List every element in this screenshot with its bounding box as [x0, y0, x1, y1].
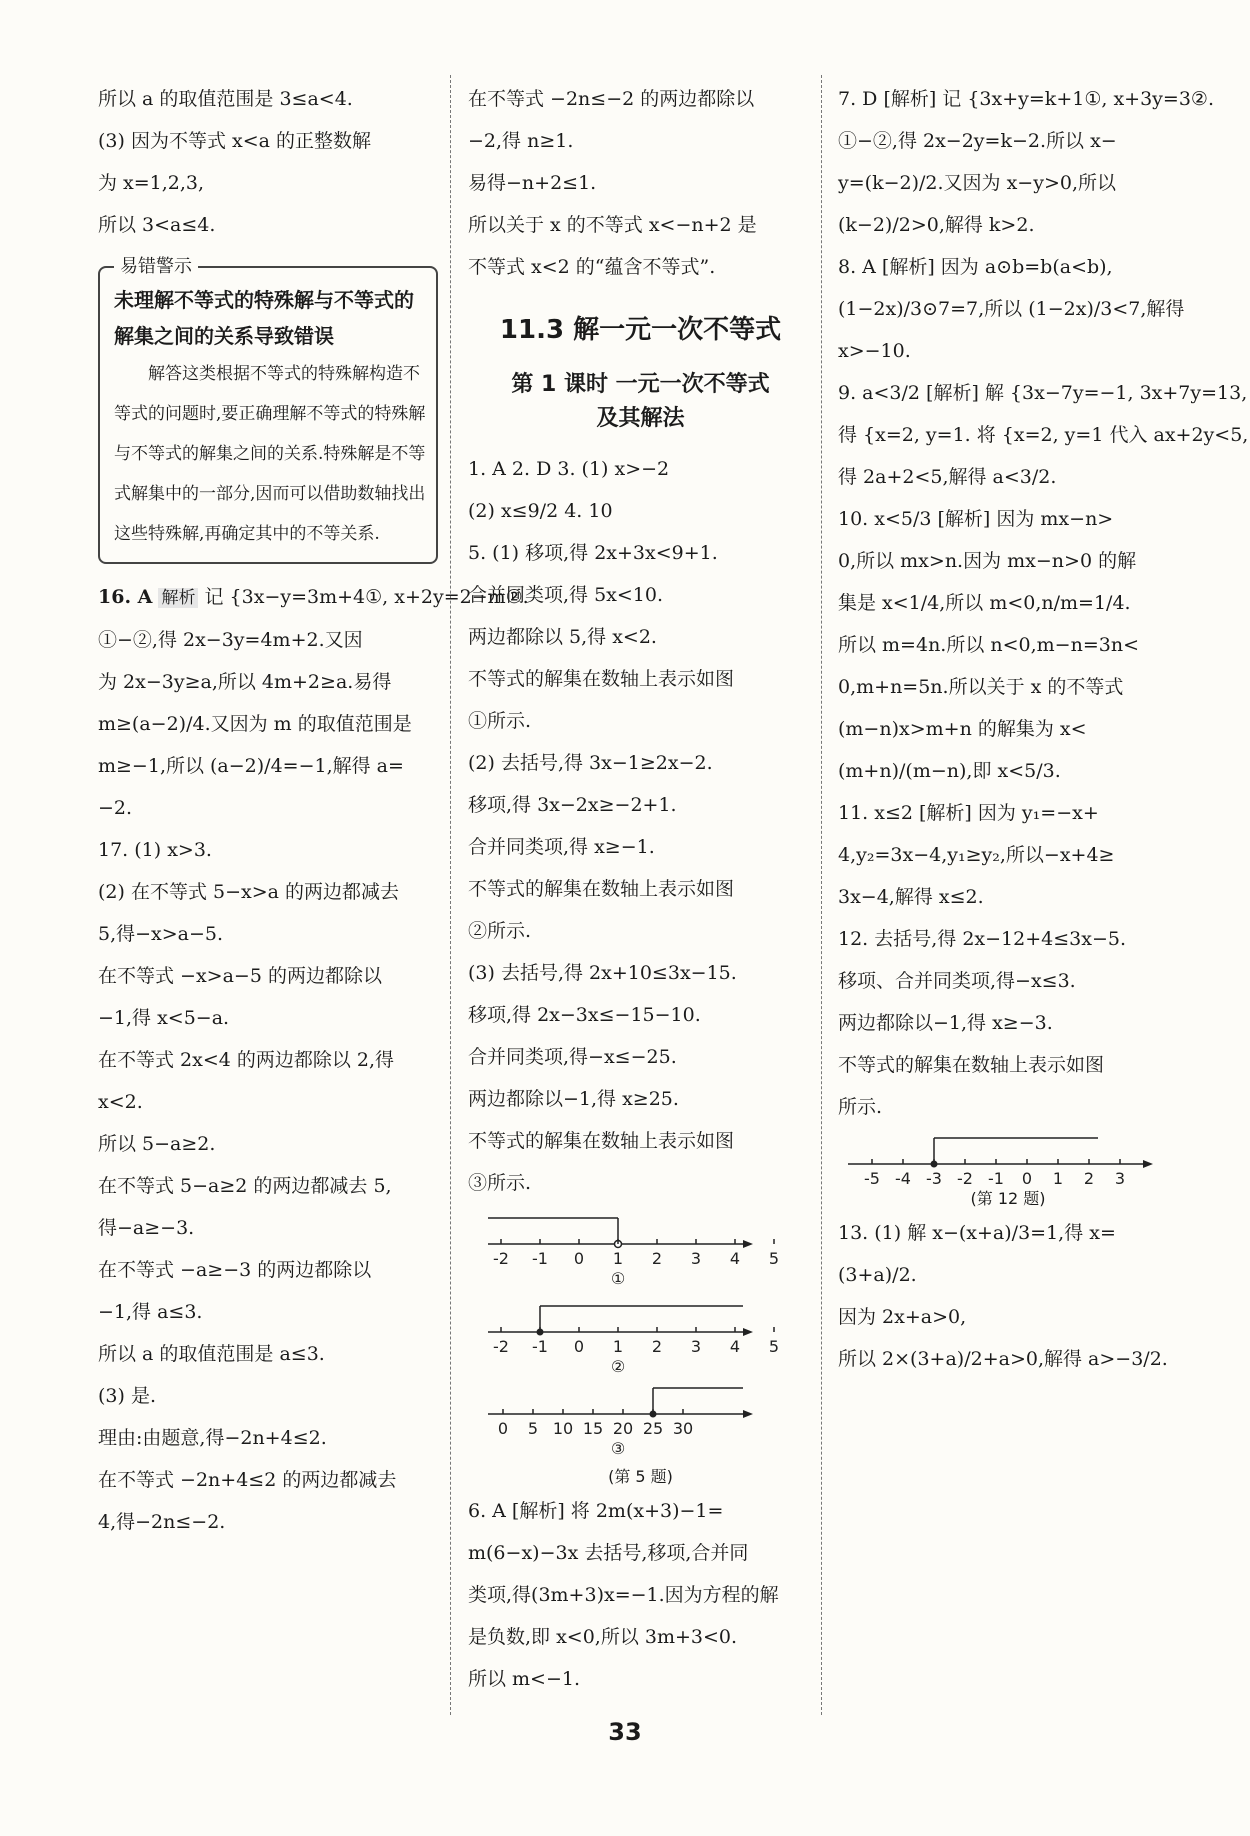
- text-line: 得 {x=2, y=1. 将 {x=2, y=1 代入 ax+2y<5,: [838, 424, 1249, 446]
- tick-label: 25: [642, 1419, 664, 1438]
- analysis-label: 解析: [158, 588, 198, 608]
- text-line: 在不等式 −2n+4≤2 的两边都减去: [98, 1469, 397, 1491]
- tick-label: 20: [612, 1419, 634, 1438]
- column-3: [838, 78, 1249, 1380]
- tick-label: 5: [768, 1249, 780, 1268]
- lesson-title-line-1: 第 1 课时 一元一次不等式: [511, 372, 770, 397]
- text-line: x<2.: [98, 1091, 143, 1113]
- column-divider-1: [450, 75, 451, 1715]
- text-line: 不等式的解集在数轴上表示如图: [468, 1130, 735, 1152]
- text-line: 5,得−x>a−5.: [98, 923, 224, 945]
- text-line: ①−②,得 2x−3y=4m+2.又因: [98, 629, 363, 651]
- text-line: 所以 2×(3+a)/2+a>0,解得 a>−3/2.: [838, 1348, 1168, 1370]
- text-line: ①所示.: [468, 710, 532, 732]
- tick-label: -3: [926, 1169, 942, 1188]
- lesson-title: [468, 368, 813, 436]
- page-number: 33: [608, 1718, 642, 1746]
- tick-label: 2: [651, 1337, 663, 1356]
- text-line: 两边都除以−1,得 x≥−3.: [838, 1012, 1053, 1034]
- tick-label: 3: [690, 1249, 702, 1268]
- text-line: 11. x≤2 [解析] 因为 y₁=−x+: [838, 802, 1099, 824]
- text-line: 4,y₂=3x−4,y₁≥y₂,所以−x+4≥: [838, 844, 1115, 866]
- text-line: 不等式的解集在数轴上表示如图: [468, 878, 735, 900]
- text-line: (2) 在不等式 5−x>a 的两边都减去: [98, 881, 400, 903]
- text-line: 为 2x−3y≥a,所以 4m+2≥a.易得: [98, 671, 392, 693]
- text-line: 10. x<5/3 [解析] 因为 mx−n>: [838, 508, 1114, 530]
- tick-label: 5: [768, 1337, 780, 1356]
- warning-title: 未理解不等式的特殊解与不等式的解集之间的关系导致错误: [114, 288, 414, 348]
- tick-label: 2: [1083, 1169, 1095, 1188]
- tick-label: -1: [532, 1337, 548, 1356]
- text-line: 集是 x<1/4,所以 m<0,n/m=1/4.: [838, 592, 1131, 614]
- tick-label: 4: [729, 1249, 741, 1268]
- tick-label: -1: [532, 1249, 548, 1268]
- tick-label: 1: [612, 1337, 624, 1356]
- text-line: 因为 2x+a>0,: [838, 1306, 967, 1328]
- text-line: 所以 m<−1.: [468, 1668, 581, 1690]
- text-line: y=(k−2)/2.又因为 x−y>0,所以: [838, 172, 1116, 194]
- number-line-figures: [468, 1204, 780, 1464]
- text-line: m(6−x)−3x 去括号,移项,合并同: [468, 1542, 749, 1564]
- text-line: 得−a≥−3.: [98, 1217, 195, 1239]
- tick-label: 10: [552, 1419, 574, 1438]
- text-line: −1,得 x<5−a.: [98, 1007, 230, 1029]
- tick-label: -2: [493, 1337, 509, 1356]
- text-line: 所以 a 的取值范围是 a≤3.: [98, 1343, 325, 1365]
- text-line: 0,所以 mx>n.因为 mx−n>0 的解: [838, 550, 1137, 572]
- text-line: 不等式的解集在数轴上表示如图: [468, 668, 735, 690]
- text-line: 在不等式 −a≥−3 的两边都除以: [98, 1259, 372, 1281]
- text-line: 移项、合并同类项,得−x≤3.: [838, 970, 1076, 992]
- tick-label: 3: [1114, 1169, 1126, 1188]
- text-line: 6. A [解析] 将 2m(x+3)−1=: [468, 1500, 724, 1522]
- tick-label: 0: [573, 1249, 585, 1268]
- figure-caption: (第 12 题): [970, 1189, 1046, 1208]
- axis-arrow-icon: [743, 1240, 753, 1248]
- text-line: (m−n)x>m+n 的解集为 x<: [838, 718, 1087, 740]
- error-warning-box: [98, 256, 438, 564]
- number-line-3: [488, 1388, 753, 1458]
- axis-arrow-icon: [1143, 1160, 1153, 1168]
- text-line: 合并同类项,得 x≥−1.: [468, 836, 655, 858]
- section-title: 11.3 解一元一次不等式: [499, 315, 782, 345]
- text-line: 17. (1) x>3.: [98, 839, 212, 861]
- text-line: 0,m+n=5n.所以关于 x 的不等式: [838, 676, 1124, 698]
- text-line: (m+n)/(m−n),即 x<5/3.: [838, 760, 1061, 782]
- tick-label: 4: [729, 1337, 741, 1356]
- text-line: 所以 m=4n.所以 n<0,m−n=3n<: [838, 634, 1140, 656]
- lesson-title-line-2: 及其解法: [596, 406, 685, 431]
- tick-label: 2: [651, 1249, 663, 1268]
- tick-label: 5: [527, 1419, 539, 1438]
- figure-label: ②: [610, 1357, 626, 1376]
- q16-head: [98, 576, 529, 619]
- text-line: 13. (1) 解 x−(x+a)/3=1,得 x=: [838, 1222, 1116, 1244]
- text-line: ③所示.: [468, 1172, 532, 1194]
- text-line: (1−2x)/3⊙7=7,所以 (1−2x)/3<7,解得: [838, 298, 1185, 320]
- text-line: 在不等式 −x>a−5 的两边都除以: [98, 965, 382, 987]
- text-line: 记 {3x−y=3m+4①, x+2y=2−m②.: [204, 586, 529, 608]
- column-2: [468, 78, 813, 1700]
- number-line-1: [488, 1218, 779, 1288]
- text-line: −1,得 a≤3.: [98, 1301, 203, 1323]
- tick-label: 1: [612, 1249, 624, 1268]
- figure-caption: (第 5 题): [608, 1467, 673, 1486]
- text-line: 所以 3<a≤4.: [98, 214, 216, 236]
- text-line: (3) 去括号,得 2x+10≤3x−15.: [468, 962, 737, 984]
- tick-label: 15: [582, 1419, 604, 1438]
- text-line: 所以关于 x 的不等式 x<−n+2 是: [468, 214, 757, 236]
- text-line: 不等式 x<2 的“蕴含不等式”.: [468, 256, 716, 278]
- text-line: ②所示.: [468, 920, 532, 942]
- text-line: m≥−1,所以 (a−2)/4=−1,解得 a=: [98, 755, 404, 777]
- tick-label: -2: [957, 1169, 973, 1188]
- tick-label: -1: [988, 1169, 1004, 1188]
- text-line: 合并同类项,得−x≤−25.: [468, 1046, 677, 1068]
- tick-label: 0: [573, 1337, 585, 1356]
- text-line: 易得−n+2≤1.: [468, 172, 597, 194]
- text-line: (k−2)/2>0,解得 k>2.: [838, 214, 1035, 236]
- text-line: 4,得−2n≤−2.: [98, 1511, 226, 1533]
- text-line: 合并同类项,得 5x<10.: [468, 584, 664, 606]
- text-line: (3) 是.: [98, 1385, 156, 1407]
- text-line: 在不等式 5−a≥2 的两边都减去 5,: [98, 1175, 392, 1197]
- warning-tag: 易错警示: [114, 255, 198, 279]
- number-line-2: [488, 1306, 779, 1376]
- text-line: 7. D [解析] 记 {3x+y=k+1①, x+3y=3②.: [838, 88, 1214, 110]
- axis-arrow-icon: [743, 1410, 753, 1418]
- question-number: 16. A: [98, 586, 153, 608]
- text-line: 为 x=1,2,3,: [98, 172, 205, 194]
- text-line: 所示.: [838, 1096, 883, 1118]
- warning-text: 解答这类根据不等式的特殊解构造不等式的问题时,要正确理解不等式的特殊解与不等式的解集之间的关系.特殊解是不等式解集中的一部分,因而可以借助数轴找出这些特殊解,再确定其中的不等关系.: [114, 364, 426, 544]
- text-line: 在不等式 2x<4 的两边都除以 2,得: [98, 1049, 395, 1071]
- text-line: (2) 去括号,得 3x−1≥2x−2.: [468, 752, 713, 774]
- text-line: m≥(a−2)/4.又因为 m 的取值范围是: [98, 713, 412, 735]
- tick-label: 3: [690, 1337, 702, 1356]
- axis-arrow-icon: [743, 1328, 753, 1336]
- text-line: 8. A [解析] 因为 a⊙b=b(a<b),: [838, 256, 1113, 278]
- text-line: 在不等式 −2n≤−2 的两边都除以: [468, 88, 755, 110]
- text-line: −2.: [98, 797, 133, 819]
- figure-label: ①: [610, 1269, 626, 1288]
- text-line: (3+a)/2.: [838, 1264, 917, 1286]
- figure-label: ③: [610, 1439, 626, 1458]
- tick-label: -5: [864, 1169, 880, 1188]
- text-line: 移项,得 2x−3x≤−15−10.: [468, 1004, 701, 1026]
- text-line: (3) 因为不等式 x<a 的正整数解: [98, 130, 371, 152]
- tick-label: 1: [1052, 1169, 1064, 1188]
- text-line: 得 2a+2<5,解得 a<3/2.: [838, 466, 1057, 488]
- text-line: 所以 a 的取值范围是 3≤a<4.: [98, 88, 353, 110]
- text-line: 理由:由题意,得−2n+4≤2.: [98, 1427, 327, 1449]
- text-line: 不等式的解集在数轴上表示如图: [838, 1054, 1105, 1076]
- text-line: 移项,得 3x−2x≥−2+1.: [468, 794, 677, 816]
- text-line: ①−②,得 2x−2y=k−2.所以 x−: [838, 130, 1117, 152]
- text-line: 5. (1) 移项,得 2x+3x<9+1.: [468, 542, 718, 564]
- text-line: 1. A 2. D 3. (1) x>−2: [468, 458, 670, 480]
- text-line: 3x−4,解得 x≤2.: [838, 886, 984, 908]
- text-line: 12. 去括号,得 2x−12+4≤3x−5.: [838, 928, 1127, 950]
- tick-label: -2: [493, 1249, 509, 1268]
- text-line: x>−10.: [838, 340, 911, 362]
- text-line: (2) x≤9/2 4. 10: [468, 500, 613, 522]
- text-line: 所以 5−a≥2.: [98, 1133, 216, 1155]
- text-line: 两边都除以−1,得 x≥25.: [468, 1088, 679, 1110]
- tick-label: 0: [1021, 1169, 1033, 1188]
- text-line: 9. a<3/2 [解析] 解 {3x−7y=−1, 3x+7y=13,: [838, 382, 1248, 404]
- tick-label: -4: [895, 1169, 911, 1188]
- text-line: 是负数,即 x<0,所以 3m+3<0.: [468, 1626, 738, 1648]
- text-line: 类项,得(3m+3)x=−1.因为方程的解: [468, 1584, 779, 1606]
- column-divider-2: [821, 75, 822, 1715]
- tick-label: 30: [672, 1419, 694, 1438]
- text-line: 两边都除以 5,得 x<2.: [468, 626, 657, 648]
- tick-label: 0: [497, 1419, 509, 1438]
- text-line: −2,得 n≥1.: [468, 130, 574, 152]
